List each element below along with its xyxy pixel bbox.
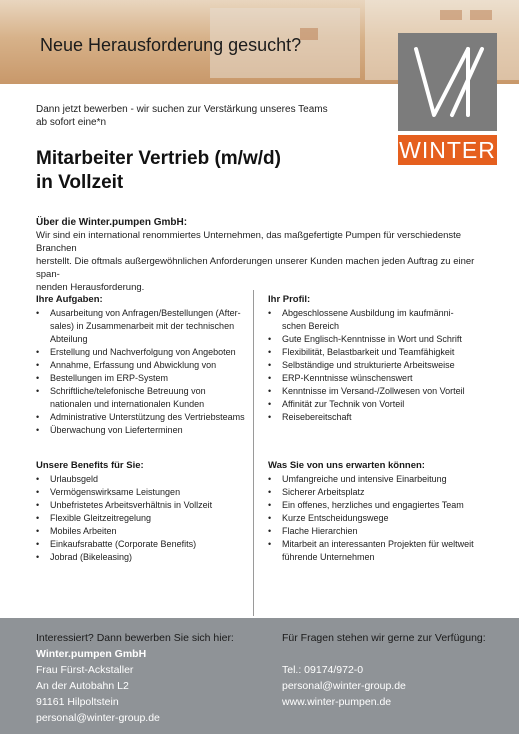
tasks-heading: Ihre Aufgaben:: [36, 294, 103, 305]
company-name: Winter.pumpen GmbH: [36, 648, 147, 660]
footer-address: [36, 646, 160, 726]
list-item-text: sales) in Zusammenarbeit mit der technischen: [50, 321, 235, 331]
footer-contact: [0, 618, 519, 734]
footer-left-heading: Interessiert? Dann bewerben Sie sich hier:: [36, 632, 234, 644]
list-item-text: schen Bereich: [282, 321, 340, 331]
street-address: An der Autobahn L2: [36, 680, 129, 692]
list-item-text: • Abgeschlossene Ausbildung im kaufmänni-: [282, 308, 454, 318]
list-item-text: • Sicherer Arbeitsplatz: [282, 487, 365, 497]
about-paragraph: [36, 229, 488, 294]
building-window: [440, 10, 462, 20]
list-item: [36, 424, 246, 437]
list-item-text: • Mitarbeit an interessanten Projekten für weltweit: [282, 539, 474, 549]
list-item-text: • Affinität zur Technik von Vorteil: [282, 399, 405, 409]
list-item: [268, 499, 493, 512]
list-item-text: • Annahme, Erfassung und Abwicklung von: [50, 360, 217, 370]
list-item-text: • Jobrad (Bikeleasing): [50, 552, 133, 562]
job-title: [36, 147, 281, 195]
header-title: Neue Herausforderung gesucht?: [40, 35, 302, 55]
benefits-list: [36, 473, 246, 564]
profile-heading: Ihr Profil:: [268, 294, 311, 305]
list-item: [268, 398, 493, 411]
list-item: [268, 411, 493, 424]
list-item-text: • Ein offenes, herzliches und engagiertes Team: [282, 500, 464, 510]
about-line: herstellt. Die oftmals außergewöhnlichen Anforderungen unserer Kunden machen jeden Auftrag zu einer span-: [36, 256, 475, 280]
list-item: [268, 525, 493, 538]
list-item-text: • Administrative Unterstützung des Vertriebsteams: [50, 412, 245, 422]
list-item-text: • Erstellung und Nachverfolgung von Angeboten: [50, 347, 236, 357]
list-item-text: Abteilung: [50, 334, 88, 344]
list-item-text: • Selbständige und strukturierte Arbeitsweise: [282, 360, 455, 370]
list-item: [268, 333, 493, 346]
about-heading: Über die Winter.pumpen GmbH:: [36, 217, 188, 228]
list-item-text: führende Unternehmen: [282, 552, 375, 562]
winter-w-mark-icon: [398, 33, 497, 131]
list-item: [36, 486, 246, 499]
list-item: [36, 512, 246, 525]
list-item-text: • Mobiles Arbeiten: [50, 526, 117, 536]
expect-heading: Was Sie von uns erwarten können:: [268, 460, 425, 471]
column-divider: [253, 290, 254, 616]
list-item: [36, 346, 246, 359]
building-window: [300, 28, 318, 40]
tasks-list: [36, 307, 246, 437]
list-item: [36, 538, 246, 551]
list-item: [36, 372, 246, 385]
footer-contact-info: [282, 662, 406, 710]
list-item: [268, 385, 493, 398]
list-item: [268, 346, 493, 359]
list-item-text: • ERP-Kenntnisse wünschenswert: [282, 373, 413, 383]
list-item-text: • Vermögenswirksame Leistungen: [50, 487, 181, 497]
list-item-text: • Unbefristetes Arbeitsverhältnis in Vollzeit: [50, 500, 213, 510]
job-title-line: in Vollzeit: [36, 172, 124, 193]
list-item-text: • Schriftliche/telefonische Betreuung von: [50, 386, 206, 396]
winter-logo: [398, 33, 497, 165]
footer-right-heading: Für Fragen stehen wir gerne zur Verfügung:: [282, 632, 486, 644]
intro-line: Dann jetzt bewerben - wir suchen zur Verstärkung unseres Teams: [36, 104, 328, 115]
job-title-line: Mitarbeiter Vertrieb (m/w/d): [36, 148, 281, 169]
about-line: Wir sind ein international renommiertes Unternehmen, das maßgefertigte Pumpen für verschiedenste Branchen: [36, 230, 462, 254]
list-item-text: • Reisebereitschaft: [282, 412, 352, 422]
list-item: [268, 359, 493, 372]
list-item-text: nationalen und internationalen Kunden: [50, 399, 205, 409]
list-item-text: • Überwachung von Lieferterminen: [50, 425, 183, 435]
about-line: nenden Herausforderung.: [36, 282, 145, 293]
list-item: [268, 538, 493, 564]
list-item: [36, 411, 246, 424]
list-item-text: • Flexible Gleitzeitregelung: [50, 513, 152, 523]
intro-line: ab sofort eine*n: [36, 117, 107, 128]
list-item: [36, 525, 246, 538]
expect-list: [268, 473, 493, 564]
email-link-right[interactable]: personal@winter-group.de: [282, 680, 406, 692]
profile-list: [268, 307, 493, 424]
phone-number[interactable]: Tel.: 09174/972-0: [282, 664, 364, 676]
list-item-text: • Flexibilität, Belastbarkeit und Teamfähigkeit: [282, 347, 455, 357]
list-item: [36, 307, 246, 346]
list-item-text: • Umfangreiche und intensive Einarbeitung: [282, 474, 447, 484]
city-address: 91161 Hilpoltstein: [36, 696, 119, 708]
list-item: [36, 551, 246, 564]
list-item: [36, 359, 246, 372]
list-item: [268, 473, 493, 486]
list-item-text: • Kenntnisse im Versand-/Zollwesen von Vorteil: [282, 386, 465, 396]
list-item: [268, 486, 493, 499]
list-item-text: • Gute Englisch-Kenntnisse in Wort und Schrift: [282, 334, 462, 344]
website-link[interactable]: www.winter-pumpen.de: [282, 696, 392, 708]
list-item: [268, 372, 493, 385]
list-item-text: • Ausarbeitung von Anfragen/Bestellungen (After-: [50, 308, 241, 318]
list-item-text: • Einkaufsrabatte (Corporate Benefits): [50, 539, 197, 549]
list-item-text: • Flache Hierarchien: [282, 526, 358, 536]
intro-text: [36, 103, 336, 129]
list-item: [36, 385, 246, 411]
list-item: [268, 512, 493, 525]
building-window: [470, 10, 492, 20]
list-item: [268, 307, 493, 333]
email-link-left[interactable]: personal@winter-group.de: [36, 712, 160, 724]
benefits-heading: Unsere Benefits für Sie:: [36, 460, 144, 471]
logo-text: WINTER: [399, 137, 496, 163]
list-item-text: • Bestellungen im ERP-System: [50, 373, 169, 383]
list-item: [36, 473, 246, 486]
list-item-text: • Kurze Entscheidungswege: [282, 513, 389, 523]
list-item: [36, 499, 246, 512]
contact-person: Frau Fürst-Ackstaller: [36, 664, 134, 676]
list-item-text: • Urlaubsgeld: [50, 474, 99, 484]
